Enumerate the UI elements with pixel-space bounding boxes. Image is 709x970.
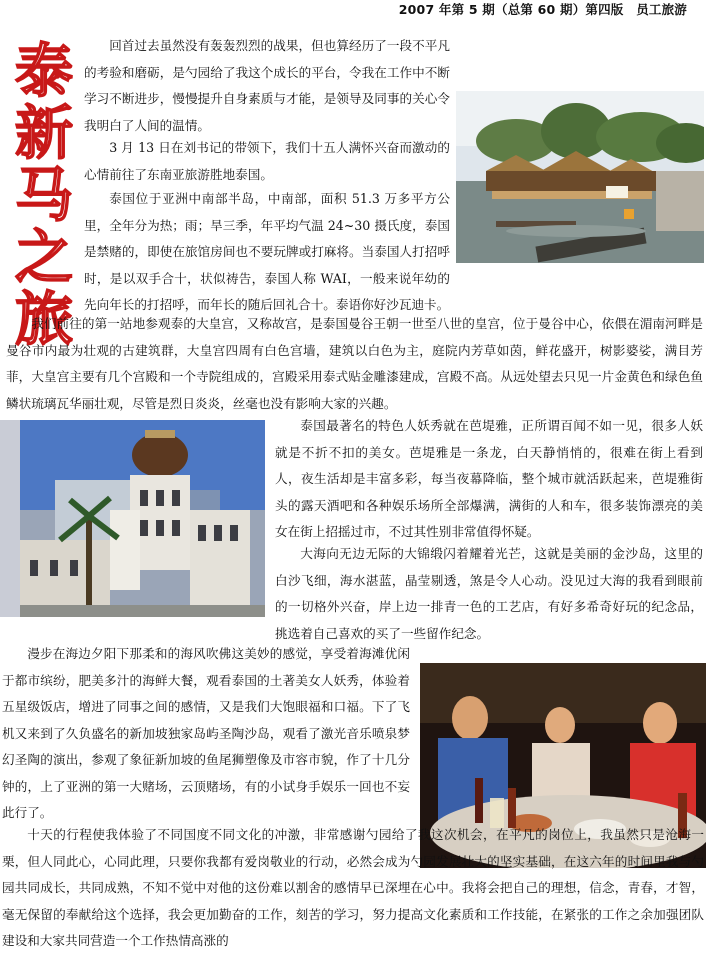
title-char: 马 [14,161,73,229]
title-char: 泰 [14,37,73,105]
title-char: 旅 [14,285,73,353]
paragraph-departure: 3 月 13 日在刘书记的带领下，我们十五人满怀兴奋而激动的心情前往了东南亚旅游胜地泰国。 [84,140,450,182]
paragraph-golden-sand-island: 大海向无边无际的大锦缎闪着耀着光芒，这就是美丽的金沙岛，这里的白沙飞细，海水湛蓝，晶莹剔透，煞是令人心动。没见过大海的我看到眼前的一切格外兴奋，岸上边一排青一色的工艺店，有好多希奇好玩的纪念品，挑选着自己喜欢的买了一些留作纪念。 [275,546,703,641]
title-char: 新 [14,99,73,167]
article-title [10,37,78,353]
paragraph-grand-palace: 我们前往的第一站地参观泰的大皇宫，又称故宫，是泰国曼谷王朝一世至八世的皇宫，位于曼谷中心，依偎在湄南河畔是曼谷市内最为壮观的古建筑群，大皇宫四周有白色宫墙，建筑以白色为主，庭院内芳草如茵，鲜花盛开，树影婆娑，满目芳菲，大皇宫主要有几个宫殿和一个寺院组成的，宫殿采用泰式贴金雕漆建成，宫殿不高。从远处望去只见一片金黄色和绿色鱼鳞状琉璃瓦华丽壮观，尽管是烈日炎炎，丝毫也没有影响大家的兴趣。 [6,316,703,411]
paragraph-thailand-facts: 泰国位于亚洲中南部半岛，中南部，面积 51.3 万多平方公里，全年分为热；雨；旱三季，年平均气温 24~30 摄氏度，泰国是禁赌的，即使在旅馆房间也不要玩牌或打麻将。当泰国人打招呼时，是以双手合十，状似祷告，泰国人称 WAI，一般来说年幼的先向年长的打招呼，而年长的随后回礼合十。泰语你好沙瓦迪卡。 [84,191,450,312]
paragraph-pattaya: 泰国最著名的特色人妖秀就在芭堤雅，正所谓百闻不如一见，很多人妖就是不折不扣的美女。芭堤雅是一条龙，白天静悄悄的，很难在街上看到人，夜生活却是丰富多彩，每当夜幕降临，整个城市就活跃起来，芭堤雅街头的露天酒吧和各种娱乐场所全部爆满，满街的人和车，很多装饰漂亮的美女在街上招摇过市，不过其性别非常值得怀疑。 [275,418,703,539]
issue-header: 2007 年第 5 期（总第 60 期）第四版 员工旅游 [398,2,687,17]
photo-riverside-restaurant [456,91,704,263]
photo-domed-building [0,420,265,617]
paragraph-beach-singapore: 漫步在海边夕阳下那柔和的海风吹佛这美妙的感觉，享受着海滩优闲于都市缤纷，肥美多汁的海鲜大餐，观看泰国的土著美女人妖秀，体验着五星级饭店，增进了同事之间的感情，又是我们大饱眼福和口福。下了飞机又来到了久负盛名的新加坡独家岛屿圣陶沙岛，观看了激光音乐喷泉梦幻圣陶的演出，参观了象征新加坡的鱼尾狮塑像及市容市貌，作了十几分钟的，上了亚洲的第一大赌场，云顶赌场，有的小试身手娱乐一回也不妄此行了。 [2,646,410,820]
title-char: 之 [14,223,73,291]
paragraph-conclusion: 十天的行程使我体验了不同国度不同文化的冲激，非常感谢勺园给了我这次机会，在平凡的岗位上，我虽然只是沧海一栗，但人同此心，心同此理，只要你我都有爱岗敬业的行动，必然会成为勺园发展壮大的坚实基础，在这六年的时间里我与勺园共同成长，共同成熟，不知不觉中对他的这份难以割舍的感情早已深埋在心中。我将会把自己的理想，信念，青春，才智，毫无保留的奉献给这个选择，我会更加勤奋的工作，刻苦的学习，努力提高文化素质和工作技能，在紧张的工作之余加强团队建设和大家共同营造一个工作热情高涨的 [2,827,704,948]
paragraph-intro: 回首过去虽然没有轰轰烈烈的战果，但也算经历了一段不平凡的考验和磨砺，是勺园给了我这个成长的平台，令我在工作中不断学习不断进步，慢慢提升自身素质与才能，是领导及同事的关心令我明白了人间的温情。 [84,38,450,133]
